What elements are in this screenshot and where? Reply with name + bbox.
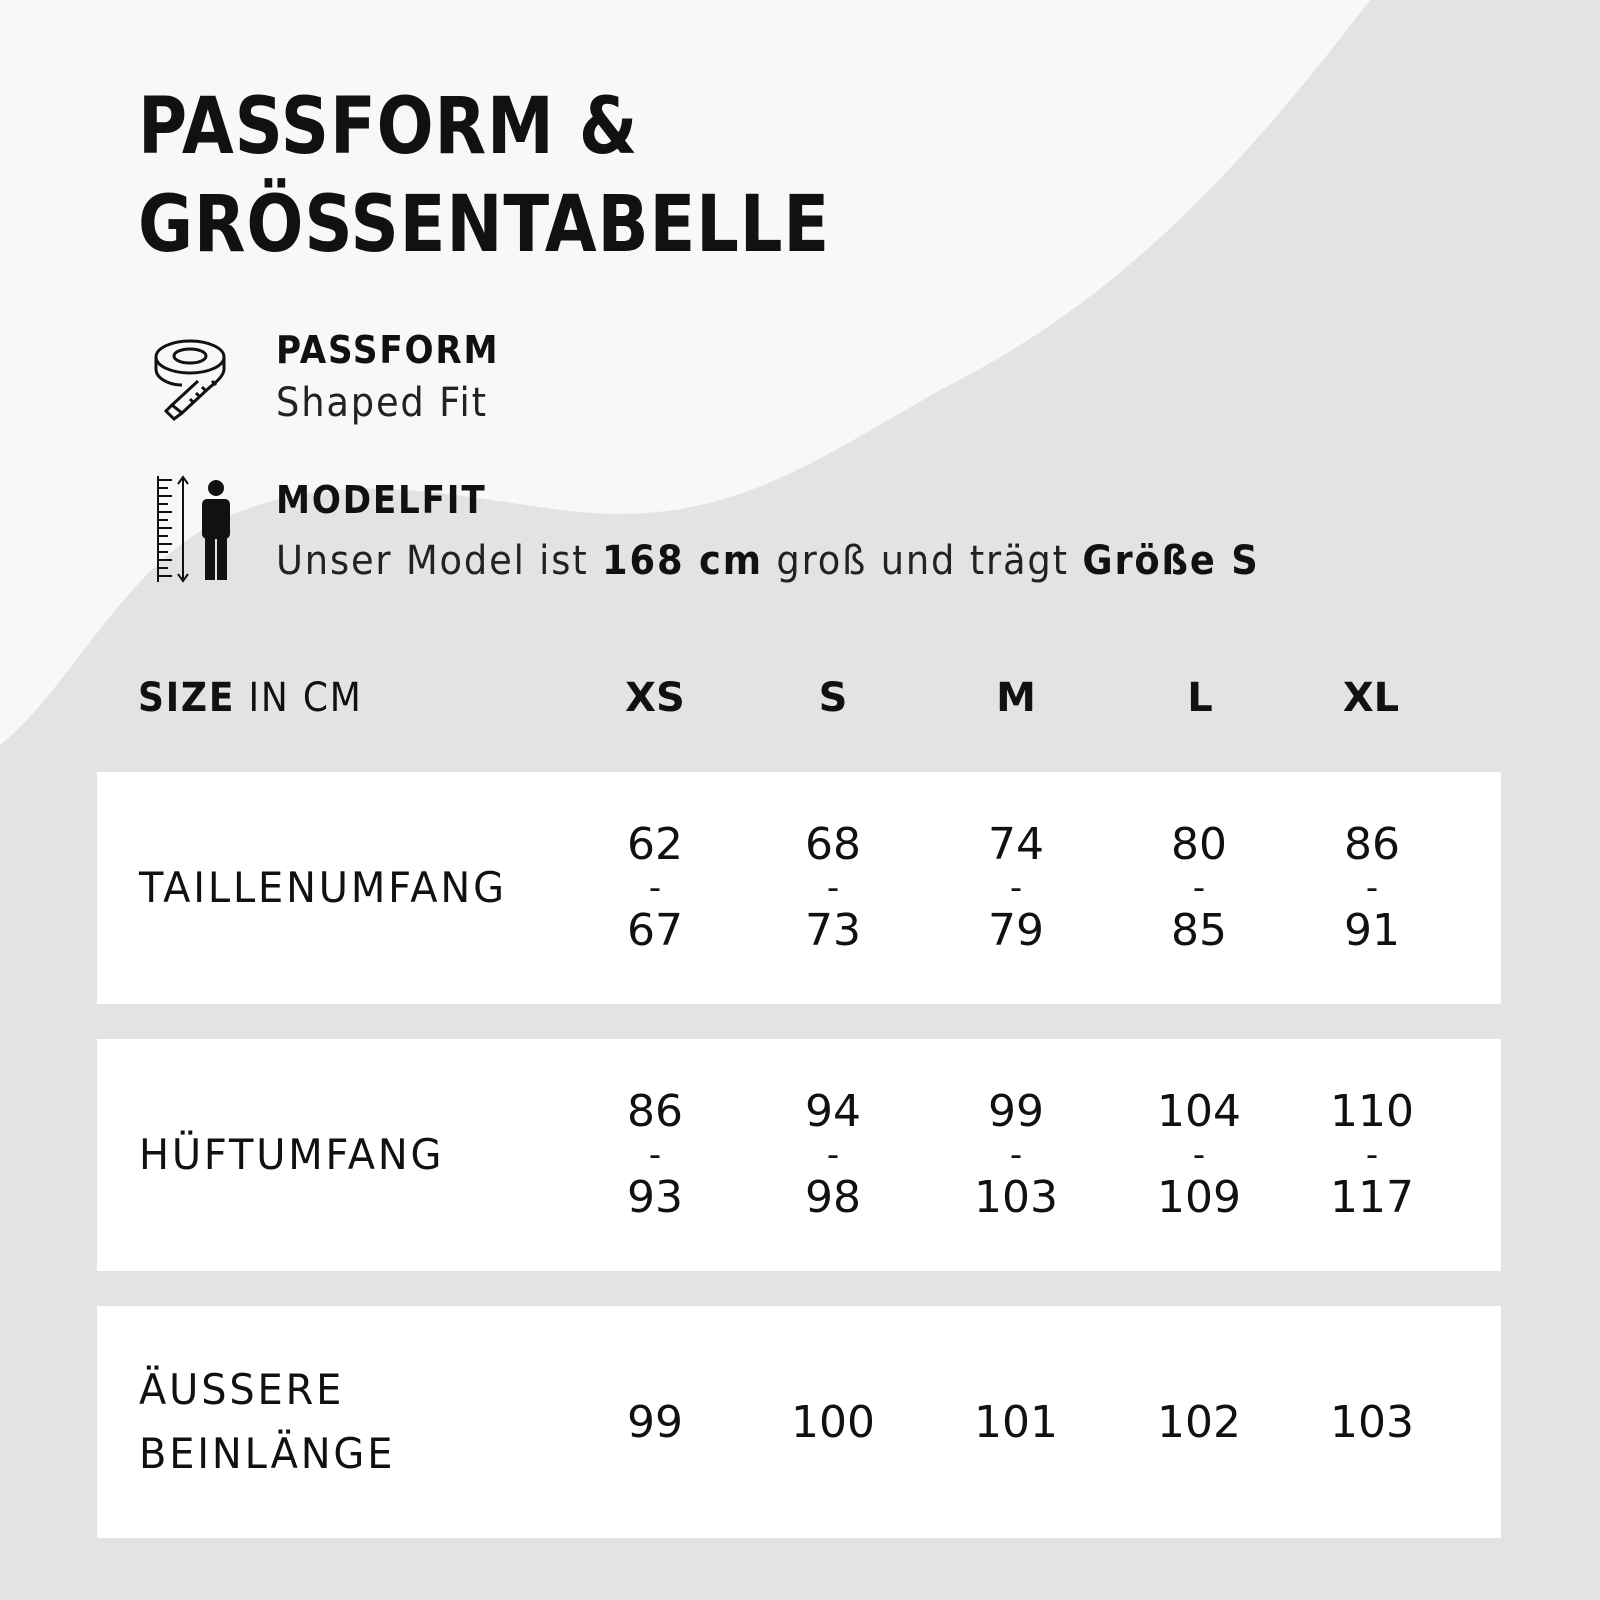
modelfit-text bbox=[276, 538, 1260, 584]
table-row bbox=[97, 1039, 1501, 1271]
range-separator: - bbox=[1365, 1135, 1379, 1175]
cell-from: 94 bbox=[805, 1086, 861, 1137]
cell-value: 101 bbox=[974, 1396, 1058, 1448]
cell-value: 102 bbox=[1157, 1396, 1241, 1448]
cell-to: 109 bbox=[1157, 1172, 1241, 1223]
cell-from: 68 bbox=[805, 819, 861, 870]
table-cell bbox=[946, 772, 1086, 1004]
cell-from: 62 bbox=[627, 819, 683, 870]
table-cell bbox=[1302, 1306, 1442, 1538]
cell-to: 103 bbox=[974, 1172, 1058, 1223]
size-col-s: S bbox=[818, 675, 848, 721]
fit-heading: PASSFORM bbox=[276, 328, 500, 372]
cell-value: 103 bbox=[1330, 1396, 1414, 1448]
page-title-line-2: GRÖSSENTABELLE bbox=[138, 180, 831, 270]
cell-from: 86 bbox=[627, 1086, 683, 1137]
cell-to: 93 bbox=[627, 1172, 683, 1223]
size-col-m: M bbox=[996, 675, 1036, 721]
page-title-line-1: PASSFORM & bbox=[138, 82, 639, 172]
table-cell bbox=[585, 1306, 725, 1538]
modelfit-height: 168 cm bbox=[602, 538, 763, 584]
size-col-l: L bbox=[1187, 675, 1213, 721]
range-separator: - bbox=[1365, 868, 1379, 908]
cell-to: 85 bbox=[1171, 905, 1227, 956]
table-cell bbox=[1129, 1039, 1269, 1271]
size-col-xl: XL bbox=[1342, 675, 1400, 721]
modelfit-text-before: Unser Model ist bbox=[276, 538, 603, 584]
table-cell bbox=[1302, 1039, 1442, 1271]
cell-from: 110 bbox=[1330, 1086, 1414, 1137]
modelfit-size: Größe S bbox=[1082, 538, 1260, 584]
cell-from: 99 bbox=[988, 1086, 1044, 1137]
row-label-line: BEINLÄNGE bbox=[139, 1429, 396, 1478]
range-separator: - bbox=[1192, 868, 1206, 908]
cell-value: 99 bbox=[627, 1396, 683, 1448]
range-separator: - bbox=[826, 1135, 840, 1175]
table-cell bbox=[946, 1306, 1086, 1538]
cell-to: 117 bbox=[1330, 1172, 1414, 1223]
row-label-line: TAILLENUMFANG bbox=[139, 863, 507, 912]
table-row bbox=[97, 772, 1501, 1004]
table-cell bbox=[763, 1039, 903, 1271]
range-separator: - bbox=[648, 868, 662, 908]
table-cell bbox=[1129, 772, 1269, 1004]
modelfit-text-middle: groß und trägt bbox=[762, 538, 1083, 584]
cell-from: 80 bbox=[1171, 819, 1227, 870]
row-label-taillenumfang bbox=[139, 772, 507, 1004]
row-label-hueftumfang bbox=[139, 1039, 444, 1271]
cell-to: 91 bbox=[1344, 905, 1400, 956]
cell-from: 86 bbox=[1344, 819, 1400, 870]
cell-from: 74 bbox=[988, 819, 1044, 870]
modelfit-heading: MODELFIT bbox=[276, 478, 487, 522]
table-cell bbox=[1129, 1306, 1269, 1538]
table-cell bbox=[763, 1306, 903, 1538]
size-label-unit: IN CM bbox=[235, 675, 363, 721]
table-cell bbox=[585, 772, 725, 1004]
table-cell bbox=[1302, 772, 1442, 1004]
range-separator: - bbox=[1192, 1135, 1206, 1175]
page-title bbox=[138, 78, 830, 274]
size-col-xs: XS bbox=[625, 675, 685, 721]
row-label-line: ÄUSSERE bbox=[139, 1365, 345, 1414]
cell-to: 67 bbox=[627, 905, 683, 956]
table-cell bbox=[585, 1039, 725, 1271]
cell-from: 104 bbox=[1157, 1086, 1241, 1137]
fit-value: Shaped Fit bbox=[276, 380, 488, 426]
range-separator: - bbox=[826, 868, 840, 908]
tape-measure-icon bbox=[152, 335, 236, 425]
cell-to: 73 bbox=[805, 905, 861, 956]
range-separator: - bbox=[1009, 1135, 1023, 1175]
cell-to: 98 bbox=[805, 1172, 861, 1223]
cell-value: 100 bbox=[791, 1396, 875, 1448]
size-table-header bbox=[0, 675, 1600, 735]
table-cell bbox=[763, 772, 903, 1004]
row-label-line: HÜFTUMFANG bbox=[139, 1130, 445, 1179]
range-separator: - bbox=[1009, 868, 1023, 908]
table-cell bbox=[946, 1039, 1086, 1271]
size-unit-label bbox=[138, 675, 363, 721]
table-row bbox=[97, 1306, 1501, 1538]
range-separator: - bbox=[648, 1135, 662, 1175]
cell-to: 79 bbox=[988, 905, 1044, 956]
row-label-aeussere-beinlaenge bbox=[139, 1306, 395, 1538]
height-ruler-person-icon bbox=[156, 474, 236, 584]
size-label-bold: SIZE bbox=[138, 675, 236, 721]
